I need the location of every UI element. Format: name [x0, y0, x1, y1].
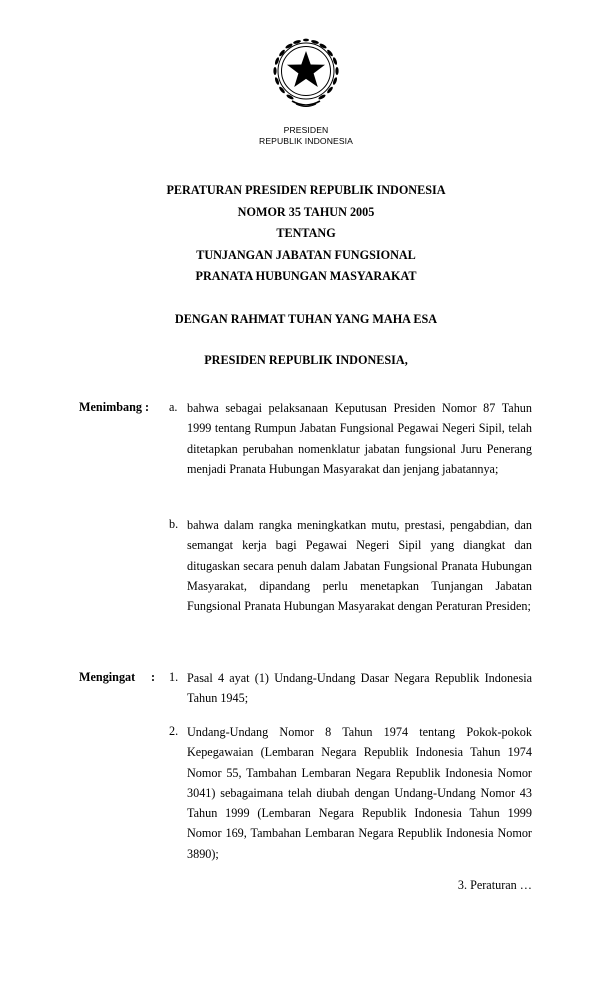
menimbang-label: Menimbang : [79, 400, 150, 414]
mengingat-item-1: Pasal 4 ayat (1) Undang-Undang Dasar Negara Republik Indonesia Tahun 1945; [187, 671, 532, 706]
garuda-star-emblem-icon [264, 33, 348, 113]
office-line-republik: REPUBLIK INDONESIA [259, 136, 353, 146]
office-line-presiden: PRESIDEN [283, 125, 329, 135]
invocation: DENGAN RAHMAT TUHAN YANG MAHA ESA [174, 312, 438, 326]
menimbang-marker-a: a. [169, 400, 178, 414]
title-line-2: NOMOR 35 TAHUN 2005 [237, 204, 375, 219]
title-line-4: TUNJANGAN JABATAN FUNGSIONAL [196, 247, 416, 262]
mengingat-label: Mengingat [79, 670, 136, 684]
document-title [0, 180, 612, 288]
menimbang-item-a: bahwa sebagai pelaksanaan Keputusan Presiden Nomor 87 Tahun 1999 tentang Rumpun Jabatan Fungsional Pegawai Negeri Sipil, telah ditetapkan perubahan nomenklatur jabatan fungsional Juru Penerang menjadi Pranata Hubungan Masyarakat dan jenjang jabatannya; [187, 401, 532, 476]
page-continuation: 3. Peraturan … [457, 878, 532, 892]
title-line-3: TENTANG [276, 226, 336, 240]
mengingat-item-2: Undang-Undang Nomor 8 Tahun 1974 tentang Pokok-pokok Kepegawaian (Lembaran Negara Republik Indonesia Tahun 1974 Nomor 55, Tambahan Lembaran Negara Republik Indonesia Nomor 3041) sebagaimana telah diubah dengan Undang-Undang Nomor 43 Tahun 1999 (Lembaran Negara Republik Indonesia Tahun 1999 Nomor 169, Tambahan Lembaran Negara Republik Indonesia Nomor 3890); [187, 725, 532, 861]
mengingat-colon: : [151, 670, 156, 684]
menimbang-item-b: bahwa dalam rangka meningkatkan mutu, prestasi, pengabdian, dan semangat kerja bagi Pegawai Negeri Sipil yang diangkat dan ditugaskan secara penuh dalam Jabatan Fungsional Pranata Hubungan Masyarakat, dipandang perlu menetapkan Tunjangan Jabatan Fungsional Pranata Hubungan Masyarakat dengan Peraturan Presiden; [187, 518, 532, 614]
menimbang-marker-b: b. [169, 517, 179, 531]
issuer: PRESIDEN REPUBLIK INDONESIA, [204, 353, 408, 367]
mengingat-marker-2: 2. [169, 724, 179, 738]
title-line-1: PERATURAN PRESIDEN REPUBLIK INDONESIA [166, 183, 446, 197]
mengingat-marker-1: 1. [169, 670, 179, 684]
title-line-5: PRANATA HUBUNGAN MASYARAKAT [195, 269, 417, 283]
